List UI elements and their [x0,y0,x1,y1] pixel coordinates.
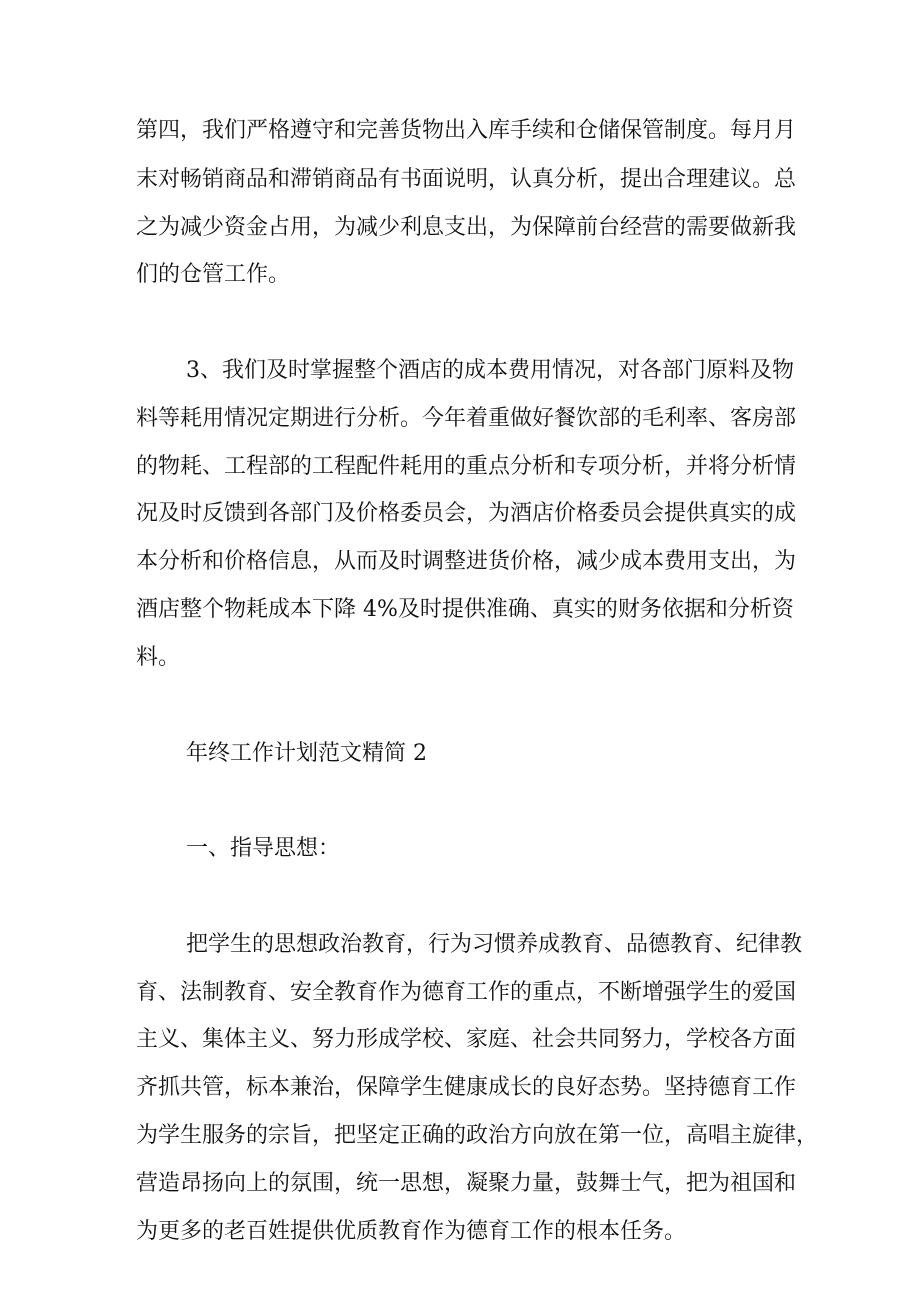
subsection-title: 一、指导思想： [186,836,341,861]
text-line: 本分析和价格信息，从而及时调整进货价格，减少成本费用支出，为 [136,549,797,574]
text-line: 为更多的老百姓提供优质教育作为德育工作的根本任务。 [136,1219,687,1244]
text-line: 3、我们及时掌握整个酒店的成本费用情况，对各部门原料及物 [186,358,794,383]
text-line: 齐抓共管，标本兼治，保障学生健康成长的良好态势。坚持德育工作 [136,1075,797,1100]
text-line: 酒店整个物耗成本下降 4%及时提供准确、真实的财务依据和分析资 [136,597,794,622]
text-line: 料。 [136,645,181,670]
section-title: 年终工作计划范文精简 2 [186,741,427,766]
text-line: 主义、集体主义、努力形成学校、家庭、社会共同努力，学校各方面 [136,1027,797,1052]
text-line: 之为减少资金占用，为减少利息支出，为保障前台经营的需要做新我 [136,215,797,240]
text-line: 育、法制教育、安全教育作为德育工作的重点，不断增强学生的爱国 [136,980,797,1005]
text-line: 况及时反馈到各部门及价格委员会，为酒店价格委员会提供真实的成 [136,501,797,526]
text-line: 们的仓管工作。 [136,262,291,287]
text-line: 营造昂扬向上的氛围，统一思想，凝聚力量，鼓舞士气，把为祖国和 [136,1171,797,1196]
text-line: 为学生服务的宗旨，把坚定正确的政治方向放在第一位，高唱主旋律， [136,1123,819,1148]
text-line: 把学生的思想政治教育，行为习惯养成教育、品德教育、纪律教 [186,932,803,957]
text-line: 第四，我们严格遵守和完善货物出入库手续和仓储保管制度。每月月 [136,118,797,143]
text-line: 料等耗用情况定期进行分析。今年着重做好餐饮部的毛利率、客房部 [136,406,797,431]
text-line: 末对畅销商品和滞销商品有书面说明，认真分析，提出合理建议。总 [136,167,797,192]
text-line: 的物耗、工程部的工程配件耗用的重点分析和专项分析，并将分析情 [136,454,797,479]
